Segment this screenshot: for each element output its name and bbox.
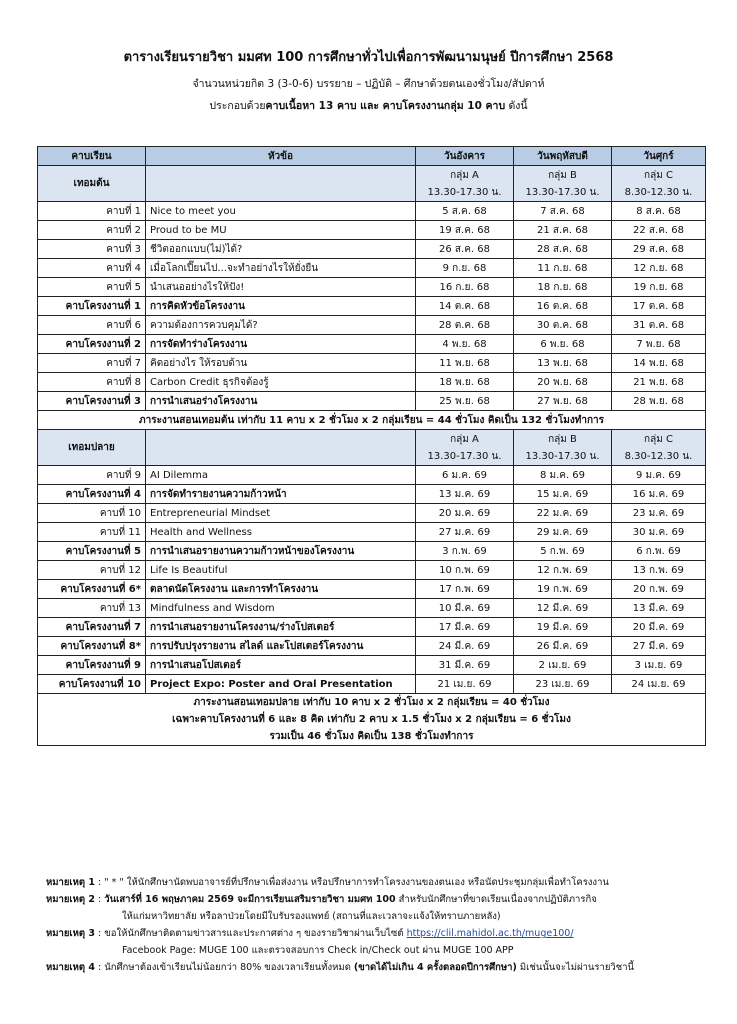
table-row <box>38 240 706 259</box>
thursday-date-cell: 26 มี.ค. 69 <box>514 637 612 656</box>
semester2-label: เทอมปลาย <box>38 430 146 466</box>
tuesday-date-cell: 16 ก.ย. 68 <box>416 278 514 297</box>
semester2-summary-line: เฉพาะคาบโครงงานที่ 6 และ 8 คิด เท่ากับ 2 คาบ x 1.5 ชั่วโมง x 2 กลุ่มเรียน = 6 ชั่วโมง <box>172 714 571 725</box>
thursday-date-cell: 20 พ.ย. 68 <box>514 373 612 392</box>
friday-date-cell: 19 ก.ย. 68 <box>612 278 706 297</box>
tuesday-date-cell: 25 พ.ย. 68 <box>416 392 514 411</box>
thursday-date-cell: 2 เม.ย. 69 <box>514 656 612 675</box>
thursday-date-cell: 13 พ.ย. 68 <box>514 354 612 373</box>
friday-date-cell: 12 ก.ย. 68 <box>612 259 706 278</box>
semester1-body <box>38 166 706 411</box>
topic-cell: การนำเสนอร่างโครงงาน <box>146 392 416 411</box>
topic-cell: Nice to meet you <box>146 202 416 221</box>
thursday-date-cell: 8 ม.ค. 69 <box>514 466 612 485</box>
period-cell: คาบที่ 5 <box>38 278 146 297</box>
semester1-summary-row <box>38 411 706 430</box>
period-cell: คาบที่ 11 <box>38 523 146 542</box>
topic-cell: AI Dilemma <box>146 466 416 485</box>
thursday-date-cell: 5 ก.พ. 69 <box>514 542 612 561</box>
semester2-group-row <box>38 430 706 466</box>
period-cell: คาบที่ 7 <box>38 354 146 373</box>
group-b-cell: กลุ่ม B 13.30-17.30 น. <box>514 430 612 466</box>
table-row <box>38 618 706 637</box>
thursday-date-cell: 7 ส.ค. 68 <box>514 202 612 221</box>
topic-cell: การจัดทำรายงานความก้าวหน้า <box>146 485 416 504</box>
tuesday-date-cell: 19 ส.ค. 68 <box>416 221 514 240</box>
tuesday-date-cell: 28 ต.ค. 68 <box>416 316 514 335</box>
table-row <box>38 599 706 618</box>
topic-cell: Carbon Credit ธุรกิจต้องรู้ <box>146 373 416 392</box>
tuesday-date-cell: 10 มี.ค. 69 <box>416 599 514 618</box>
tuesday-date-cell: 4 พ.ย. 68 <box>416 335 514 354</box>
thursday-date-cell: 12 ก.พ. 69 <box>514 561 612 580</box>
topic-cell: การนำเสนอรายงานความก้าวหน้าของโครงงาน <box>146 542 416 561</box>
thursday-date-cell: 12 มี.ค. 69 <box>514 599 612 618</box>
thursday-date-cell: 30 ต.ค. 68 <box>514 316 612 335</box>
table-row <box>38 259 706 278</box>
header-thursday: วันพฤหัสบดี <box>514 147 612 166</box>
friday-date-cell: 17 ต.ค. 68 <box>612 297 706 316</box>
thursday-date-cell: 19 มี.ค. 69 <box>514 618 612 637</box>
friday-date-cell: 29 ส.ค. 68 <box>612 240 706 259</box>
table-row <box>38 297 706 316</box>
course-website-link[interactable]: https://clil.mahidol.ac.th/muge100/ <box>406 928 574 939</box>
semester2-summary-row <box>38 694 706 746</box>
schedule-table <box>37 146 706 746</box>
group-a-cell: กลุ่ม A 13.30-17.30 น. <box>416 430 514 466</box>
period-cell: คาบที่ 2 <box>38 221 146 240</box>
thursday-date-cell: 29 ม.ค. 69 <box>514 523 612 542</box>
period-cell: คาบที่ 9 <box>38 466 146 485</box>
table-row <box>38 278 706 297</box>
table-row <box>38 523 706 542</box>
tuesday-date-cell: 9 ก.ย. 68 <box>416 259 514 278</box>
period-cell: คาบที่ 13 <box>38 599 146 618</box>
friday-date-cell: 24 เม.ย. 69 <box>612 675 706 694</box>
friday-date-cell: 7 พ.ย. 68 <box>612 335 706 354</box>
topic-cell: การนำเสนอโปสเตอร์ <box>146 656 416 675</box>
thursday-date-cell: 21 ส.ค. 68 <box>514 221 612 240</box>
friday-date-cell: 6 ก.พ. 69 <box>612 542 706 561</box>
topic-cell: Health and Wellness <box>146 523 416 542</box>
table-row <box>38 466 706 485</box>
semester2-body <box>38 430 706 694</box>
tuesday-date-cell: 31 มี.ค. 69 <box>416 656 514 675</box>
period-cell: คาบโครงงานที่ 5 <box>38 542 146 561</box>
group-c-cell: กลุ่ม C 8.30-12.30 น. <box>612 430 706 466</box>
header-tuesday: วันอังคาร <box>416 147 514 166</box>
period-cell: คาบโครงงานที่ 10 <box>38 675 146 694</box>
header-period: คาบเรียน <box>38 147 146 166</box>
table-row <box>38 580 706 599</box>
tuesday-date-cell: 26 ส.ค. 68 <box>416 240 514 259</box>
table-row <box>38 542 706 561</box>
header-friday: วันศุกร์ <box>612 147 706 166</box>
topic-cell: Project Expo: Poster and Oral Presentation <box>146 675 416 694</box>
thursday-date-cell: 11 ก.ย. 68 <box>514 259 612 278</box>
table-row <box>38 561 706 580</box>
semester2-summary-line: ภาระงานสอนเทอมปลาย เท่ากับ 10 คาบ x 2 ชั่วโมง x 2 กลุ่มเรียน = 40 ชั่วโมง <box>193 697 550 708</box>
note-2-continued: ให้แก่มหาวิทยาลัย หรือลาป่วยโดยมีใบรับรองแพทย์ (สถานที่และเวลาจะแจ้งให้ทราบภายหลัง) <box>122 911 501 922</box>
table-row <box>38 221 706 240</box>
semester2-summary-body <box>38 694 706 746</box>
period-cell: คาบที่ 3 <box>38 240 146 259</box>
topic-cell: การคิดหัวข้อโครงงาน <box>146 297 416 316</box>
friday-date-cell: 28 พ.ย. 68 <box>612 392 706 411</box>
page-title: ตารางเรียนรายวิชา มมศท 100 การศึกษาทั่วไปเพื่อการพัฒนามนุษย์ ปีการศึกษา 2568 <box>123 50 614 65</box>
table-row <box>38 316 706 335</box>
thursday-date-cell: 22 ม.ค. 69 <box>514 504 612 523</box>
semester2-summary-line: รวมเป็น 46 ชั่วโมง คิดเป็น 138 ชั่วโมงทำการ <box>269 731 474 742</box>
note-1: หมายเหตุ 1 : " * " ให้นักศึกษานัดพบอาจารย์ที่ปรึกษาเพื่อส่งงาน หรือปรึกษาการทำโครงงานของตนเอง หรือนัดประชุมกลุ่มเพื่อทำโครงงาน <box>46 877 609 888</box>
friday-date-cell: 3 เม.ย. 69 <box>612 656 706 675</box>
thursday-date-cell: 16 ต.ค. 68 <box>514 297 612 316</box>
semester2-topic-blank <box>146 430 416 466</box>
friday-date-cell: 9 ม.ค. 69 <box>612 466 706 485</box>
friday-date-cell: 27 มี.ค. 69 <box>612 637 706 656</box>
table-row <box>38 675 706 694</box>
thursday-date-cell: 23 เม.ย. 69 <box>514 675 612 694</box>
note-4: หมายเหตุ 4 : นักศึกษาต้องเข้าเรียนไม่น้อยกว่า 80% ของเวลาเรียนทั้งหมด (ขาดได้ไม่เกิน 4 ครั้งตลอดปีการศึกษา) มิเช่นนั้นจะไม่ผ่านรายวิชานี้ <box>46 962 635 973</box>
group-c-cell: กลุ่ม C 8.30-12.30 น. <box>612 166 706 202</box>
semester1-summary: ภาระงานสอนเทอมต้น เท่ากับ 11 คาบ x 2 ชั่วโมง x 2 กลุ่มเรียน = 44 ชั่วโมง คิดเป็น 132 ชั่วโมงทำการ <box>38 411 706 430</box>
period-cell: คาบที่ 1 <box>38 202 146 221</box>
thursday-date-cell: 28 ส.ค. 68 <box>514 240 612 259</box>
note-3-continued: Facebook Page: MUGE 100 และตรวจสอบการ Check in/Check out ผ่าน MUGE 100 APP <box>122 945 514 956</box>
period-cell: คาบที่ 12 <box>38 561 146 580</box>
notes-section <box>46 874 716 976</box>
topic-cell: ตลาดนัดโครงงาน และการทำโครงงาน <box>146 580 416 599</box>
period-cell: คาบโครงงานที่ 7 <box>38 618 146 637</box>
tuesday-date-cell: 27 ม.ค. 69 <box>416 523 514 542</box>
period-cell: คาบที่ 8 <box>38 373 146 392</box>
period-cell: คาบโครงงานที่ 3 <box>38 392 146 411</box>
table-row <box>38 504 706 523</box>
tuesday-date-cell: 6 ม.ค. 69 <box>416 466 514 485</box>
friday-date-cell: 20 ก.พ. 69 <box>612 580 706 599</box>
tuesday-date-cell: 18 พ.ย. 68 <box>416 373 514 392</box>
topic-cell: การนำเสนอรายงานโครงงาน/ร่างโปสเตอร์ <box>146 618 416 637</box>
semester1-label: เทอมต้น <box>38 166 146 202</box>
group-b-cell: กลุ่ม B 13.30-17.30 น. <box>514 166 612 202</box>
thursday-date-cell: 19 ก.พ. 69 <box>514 580 612 599</box>
table-row <box>38 637 706 656</box>
tuesday-date-cell: 17 มี.ค. 69 <box>416 618 514 637</box>
topic-cell: คิดอย่างไร ให้รอบด้าน <box>146 354 416 373</box>
tuesday-date-cell: 17 ก.พ. 69 <box>416 580 514 599</box>
tuesday-date-cell: 5 ส.ค. 68 <box>416 202 514 221</box>
topic-cell: Proud to be MU <box>146 221 416 240</box>
table-row <box>38 485 706 504</box>
friday-date-cell: 23 ม.ค. 69 <box>612 504 706 523</box>
tuesday-date-cell: 21 เม.ย. 69 <box>416 675 514 694</box>
table-row <box>38 392 706 411</box>
thursday-date-cell: 15 ม.ค. 69 <box>514 485 612 504</box>
period-cell: คาบโครงงานที่ 4 <box>38 485 146 504</box>
topic-cell: การจัดทำร่างโครงงาน <box>146 335 416 354</box>
friday-date-cell: 31 ต.ค. 68 <box>612 316 706 335</box>
tuesday-date-cell: 20 ม.ค. 69 <box>416 504 514 523</box>
composition-info: ประกอบด้วยคาบเนื้อหา 13 คาบ และ คาบโครงงานกลุ่ม 10 คาบ ดังนี้ <box>209 100 528 112</box>
period-cell: คาบโครงงานที่ 9 <box>38 656 146 675</box>
period-cell: คาบที่ 6 <box>38 316 146 335</box>
topic-cell: เมื่อโลกเปี๊ยนไป...จะทำอย่างไรให้ยั่งยืน <box>146 259 416 278</box>
semester2-summary <box>38 694 706 746</box>
period-cell: คาบโครงงานที่ 6* <box>38 580 146 599</box>
topic-cell: Entrepreneurial Mindset <box>146 504 416 523</box>
tuesday-date-cell: 3 ก.พ. 69 <box>416 542 514 561</box>
credit-info: จำนวนหน่วยกิต 3 (3-0-6) บรรยาย – ปฏิบัติ – ศึกษาด้วยตนเองชั่วโมง/สัปดาห์ <box>192 78 545 90</box>
topic-cell: ชีวิตออกแบบ(ไม่)ได้? <box>146 240 416 259</box>
table-row <box>38 373 706 392</box>
thursday-date-cell: 6 พ.ย. 68 <box>514 335 612 354</box>
friday-date-cell: 30 ม.ค. 69 <box>612 523 706 542</box>
friday-date-cell: 13 ก.พ. 69 <box>612 561 706 580</box>
friday-date-cell: 21 พ.ย. 68 <box>612 373 706 392</box>
period-cell: คาบโครงงานที่ 2 <box>38 335 146 354</box>
friday-date-cell: 20 มี.ค. 69 <box>612 618 706 637</box>
tuesday-date-cell: 11 พ.ย. 68 <box>416 354 514 373</box>
tuesday-date-cell: 10 ก.พ. 69 <box>416 561 514 580</box>
semester1-summary-body <box>38 411 706 430</box>
table-row <box>38 335 706 354</box>
table-row <box>38 202 706 221</box>
tuesday-date-cell: 14 ต.ค. 68 <box>416 297 514 316</box>
table-row <box>38 656 706 675</box>
semester1-group-row <box>38 166 706 202</box>
tuesday-date-cell: 24 มี.ค. 69 <box>416 637 514 656</box>
period-cell: คาบที่ 10 <box>38 504 146 523</box>
friday-date-cell: 13 มี.ค. 69 <box>612 599 706 618</box>
friday-date-cell: 16 ม.ค. 69 <box>612 485 706 504</box>
friday-date-cell: 22 ส.ค. 68 <box>612 221 706 240</box>
semester1-topic-blank <box>146 166 416 202</box>
tuesday-date-cell: 13 ม.ค. 69 <box>416 485 514 504</box>
topic-cell: ความต้องการควบคุมได้? <box>146 316 416 335</box>
friday-date-cell: 8 ส.ค. 68 <box>612 202 706 221</box>
note-3: หมายเหตุ 3 : ขอให้นักศึกษาติดตามข่าวสารและประกาศต่าง ๆ ของรายวิชาผ่านเว็บไซต์ https://clil.mahidol.ac.th/muge100/ <box>46 928 574 939</box>
topic-cell: นำเสนออย่างไรให้ปัง! <box>146 278 416 297</box>
topic-cell: การปรับปรุงรายงาน สไลด์ และโปสเตอร์โครงงาน <box>146 637 416 656</box>
thursday-date-cell: 27 พ.ย. 68 <box>514 392 612 411</box>
period-cell: คาบที่ 4 <box>38 259 146 278</box>
table-row <box>38 354 706 373</box>
topic-cell: Life Is Beautiful <box>146 561 416 580</box>
period-cell: คาบโครงงานที่ 1 <box>38 297 146 316</box>
period-cell: คาบโครงงานที่ 8* <box>38 637 146 656</box>
friday-date-cell: 14 พ.ย. 68 <box>612 354 706 373</box>
note-2: หมายเหตุ 2 : วันเสาร์ที่ 16 พฤษภาคม 2569 จะมีการเรียนเสริมรายวิชา มมศท 100 สำหรับนักศึกษาที่ขาดเรียนเนื่องจากปฏิบัติภารกิจ <box>46 894 597 905</box>
header-topic: หัวข้อ <box>146 147 416 166</box>
table-header-row <box>38 147 706 166</box>
topic-cell: Mindfulness and Wisdom <box>146 599 416 618</box>
group-a-cell: กลุ่ม A 13.30-17.30 น. <box>416 166 514 202</box>
thursday-date-cell: 18 ก.ย. 68 <box>514 278 612 297</box>
